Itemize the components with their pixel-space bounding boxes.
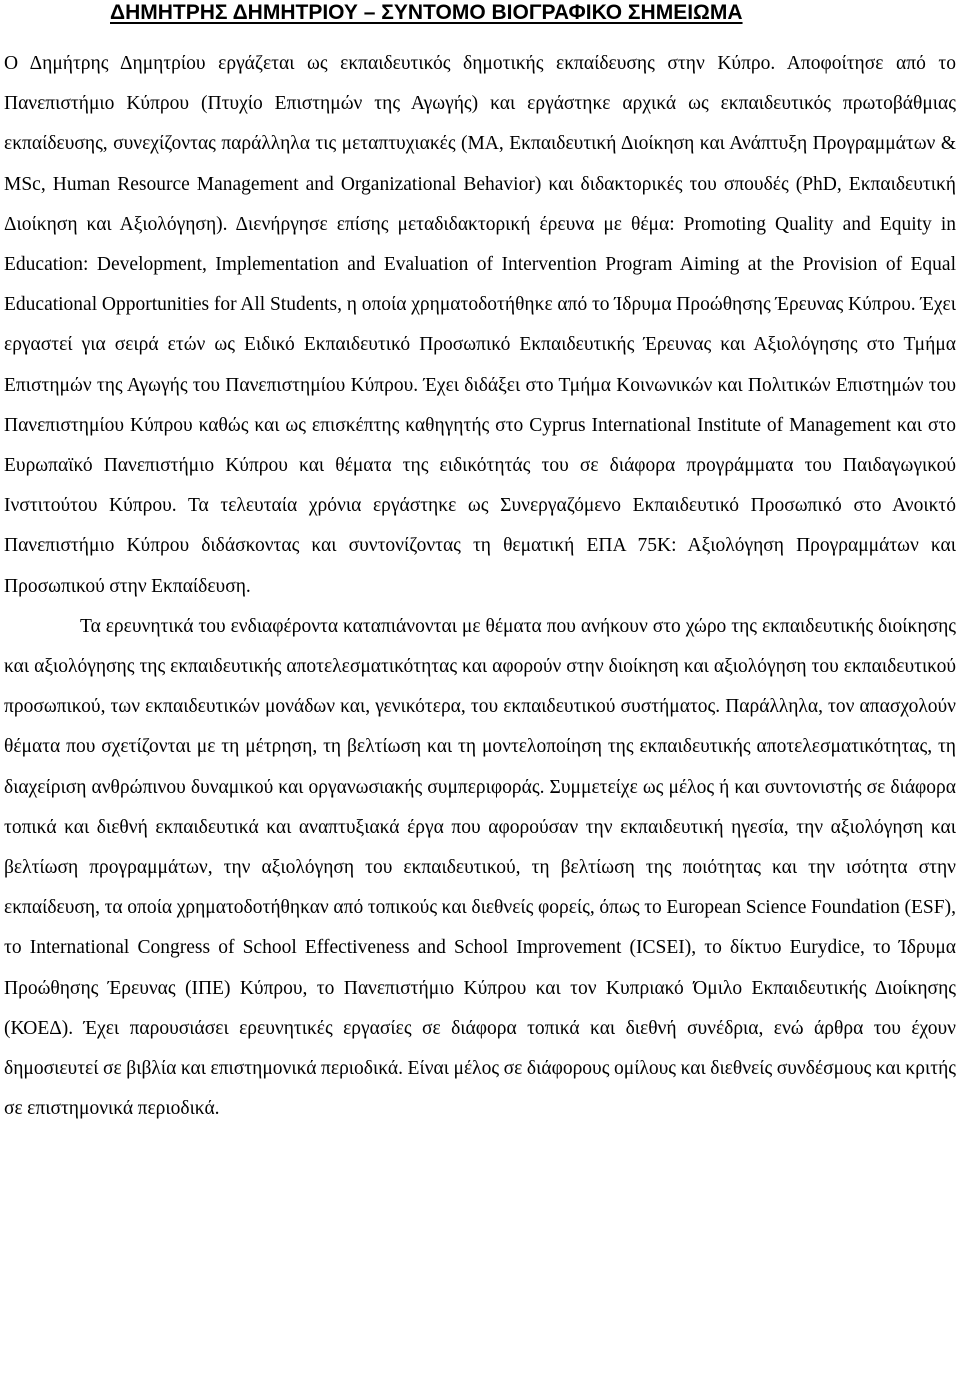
paragraph-research-interests: Τα ερευνητικά του ενδιαφέροντα καταπιάνονται με θέματα που ανήκουν στο χώρο της εκπαιδευτικής διοίκησης και αξιολόγησης της εκπαιδευτικής αποτελεσματικότητας και αφορούν στην διοίκηση και αξιολόγηση του εκπαιδευτικού προσωπικού, των εκπαιδευτικών μονάδων και, γενικότερα, του εκπαιδευτικού συστήματος. Παράλληλα, τον απασχολούν θέματα που σχετίζονται με τη μέτρηση, τη βελτίωση και τη μοντελοποίηση της εκπαιδευτικής αποτελεσματικότητας, τη διαχείριση ανθρώπινου δυναμικού και οργανωσιακής συμπεριφοράς. Συμμετείχε ως μέλος ή και συντονιστής σε διάφορα τοπικά και διεθνή εκπαιδευτικά και αναπτυξιακά έργα που αφορούσαν την εκπαιδευτική ηγεσία, την αξιολόγηση και βελτίωση προγραμμάτων, την αξιολόγηση του εκπαιδευτικού, τη βελτίωση της ποιότητας και την ισότητα στην εκπαίδευση, τα οποία χρηματοδοτήθηκαν από τοπικούς και διεθνείς φορείς, όπως το European Science Foundation (ESF), το International Congress of School Effectiveness and School Improvement (ICSEI), το δίκτυο Eurydice, το Ίδρυμα Προώθησης Έρευνας (ΙΠΕ) Κύπρου, το Πανεπιστήμιο Κύπρου και τον Κυπριακό Όμιλο Εκπαιδευτικής Διοίκησης (ΚΟΕΔ). Έχει παρουσιάσει ερευνητικές εργασίες σε διάφορα τοπικά και διεθνή συνέδρια, ενώ άρθρα του έχουν δημοσιευτεί σε βιβλία και επιστημονικά περιοδικά. Είναι μέλος σε διάφορους ομίλους και διεθνείς συνδέσμους και κριτής σε επιστημονικά περιοδικά. [4,615,956,1120]
document-title: ΔΗΜΗΤΡΗΣ ΔΗΜΗΤΡΙΟΥ – ΣΥΝΤΟΜΟ ΒΙΟΓΡΑΦΙΚΟ ΣΗΜΕΙΩΜΑ [110,1,743,24]
paragraph-biography: Ο Δημήτρης Δημητρίου εργάζεται ως εκπαιδευτικός δημοτικής εκπαίδευσης στην Κύπρο. Αποφοίτησε από το Πανεπιστήμιο Κύπρου (Πτυχίο Επιστημών της Αγωγής) και εργάστηκε αρχικά ως εκπαιδευτικός πρωτοβάθμιας εκπαίδευσης, συνεχίζοντας παράλληλα τις μεταπτυχιακές (MA, Εκπαιδευτική Διοίκηση και Ανάπτυξη Προγραμμάτων & MSc, Human Resource Management and Organizational Behavior) και διδακτορικές του σπουδές (PhD, Εκπαιδευτική Διοίκηση και Αξιολόγηση). Διενήργησε επίσης μεταδιδακτορική έρευνα με θέμα: Promoting Quality and Equity in Education: Development, Implementation and Evaluation of Intervention Program Aiming at the Provision of Equal Educational Opportunities for All Students, η οποία χρηματοδοτήθηκε από το Ίδρυμα Προώθησης Έρευνας Κύπρου. Έχει εργαστεί για σειρά ετών ως Ειδικό Εκπαιδευτικό Προσωπικό Εκπαιδευτικής Έρευνας και Αξιολόγησης στο Τμήμα Επιστημών της Αγωγής του Πανεπιστημίου Κύπρου. Έχει διδάξει στο Τμήμα Κοινωνικών και Πολιτικών Επιστημών του Πανεπιστημίου Κύπρου καθώς και ως επισκέπτης καθηγητής στο Cyprus International Institute of Management και στο Ευρωπαϊκό Πανεπιστήμιο Κύπρου και θέματα της ειδικότητάς του σε διάφορα προγράμματα του Παιδαγωγικού Ινστιτούτου Κύπρου. Τα τελευταία χρόνια εργάστηκε ως Συνεργαζόμενο Εκπαιδευτικό Προσωπικό στο Ανοικτό Πανεπιστήμιο Κύπρου διδάσκοντας και συντονίζοντας τη θεματική ΕΠΑ 75Κ: Αξιολόγηση Προγραμμάτων και Προσωπικού στην Εκπαίδευση. [4,53,956,597]
